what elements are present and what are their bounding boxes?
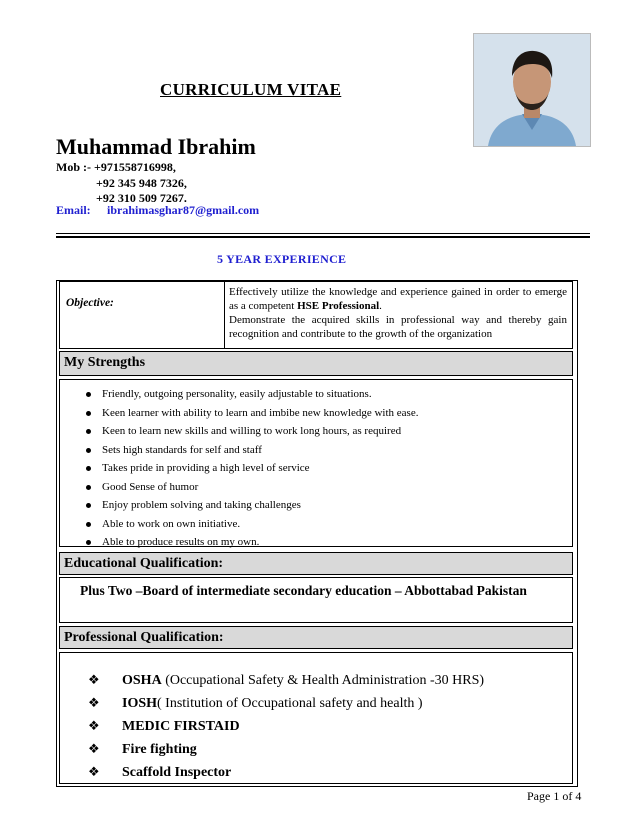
list-item: ❖ OSHA (Occupational Safety & Health Administration -30 HRS) <box>88 669 484 692</box>
list-item: ❖ IOSH( Institution of Occupational safety and health ) <box>88 692 484 715</box>
candidate-name: Muhammad Ibrahim <box>56 134 256 159</box>
list-item: ❖ Fire fighting <box>88 738 484 761</box>
diamond-bullet-icon: ❖ <box>88 696 100 711</box>
bullet-icon <box>86 448 91 453</box>
objective-text: Effectively utilize the knowledge and experience gained in order to emerge as a competent HSE Professional. Demonstrate the acquired skills in professional way and thereby gain recognition and contribute to the growth of the organization <box>229 286 567 340</box>
column-divider <box>224 282 225 348</box>
bullet-icon <box>86 392 91 397</box>
strengths-heading: My Strengths <box>59 351 573 376</box>
experience-heading: 5 YEAR EXPERIENCE <box>217 252 347 266</box>
resume-table <box>56 280 578 787</box>
bullet-icon <box>86 522 91 527</box>
bullet-icon <box>86 466 91 471</box>
list-item: Sets high standards for self and staff <box>82 441 418 460</box>
bullet-icon <box>86 540 91 545</box>
education-heading: Educational Qualification: <box>59 552 573 575</box>
phone-number: +971558716998, <box>94 160 176 174</box>
objective-label: Objective: <box>66 297 114 309</box>
email-address[interactable]: ibrahimasghar87@gmail.com <box>107 203 260 217</box>
professional-heading: Professional Qualification: <box>59 626 573 649</box>
list-item: ❖ MEDIC FIRSTAID <box>88 715 484 738</box>
list-item: Enjoy problem solving and taking challenges <box>82 496 418 515</box>
diamond-bullet-icon: ❖ <box>88 719 100 734</box>
bullet-icon <box>86 411 91 416</box>
phone-number: +92 345 948 7326, <box>96 175 187 190</box>
diamond-bullet-icon: ❖ <box>88 673 100 688</box>
list-item: Keen learner with ability to learn and imbibe new knowledge with ease. <box>82 404 418 423</box>
list-item: Keen to learn new skills and willing to work long hours, as required <box>82 422 418 441</box>
divider <box>56 233 590 234</box>
bullet-icon <box>86 485 91 490</box>
list-item: Friendly, outgoing personality, easily adjustable to situations. <box>82 385 418 404</box>
objective-row <box>59 281 573 349</box>
page-number: Page 1 of 4 <box>527 789 582 803</box>
email-line <box>56 203 259 218</box>
phone-number: +92 310 509 7267. <box>96 191 187 205</box>
diamond-bullet-icon: ❖ <box>88 742 100 757</box>
list-item: Good Sense of humor <box>82 478 418 497</box>
profile-photo <box>473 33 591 147</box>
diamond-bullet-icon: ❖ <box>88 765 100 780</box>
list-item: Able to work on own initiative. <box>82 515 418 534</box>
bullet-icon <box>86 429 91 434</box>
divider <box>56 236 590 238</box>
list-item: Takes pride in providing a high level of service <box>82 459 418 478</box>
mobile-label: Mob :- <box>56 160 91 174</box>
professional-list <box>59 652 573 784</box>
list-item: Able to produce results on my own. <box>82 533 418 552</box>
strengths-list <box>59 379 573 547</box>
education-text: Plus Two –Board of intermediate secondary education – Abbottabad Pakistan <box>80 583 527 598</box>
email-label: Email: <box>56 203 91 217</box>
bullet-icon <box>86 503 91 508</box>
document-title: CURRICULUM VITAE <box>160 80 342 99</box>
education-row <box>59 577 573 623</box>
mobile-numbers <box>56 160 187 207</box>
list-item: ❖ Scaffold Inspector <box>88 761 484 784</box>
